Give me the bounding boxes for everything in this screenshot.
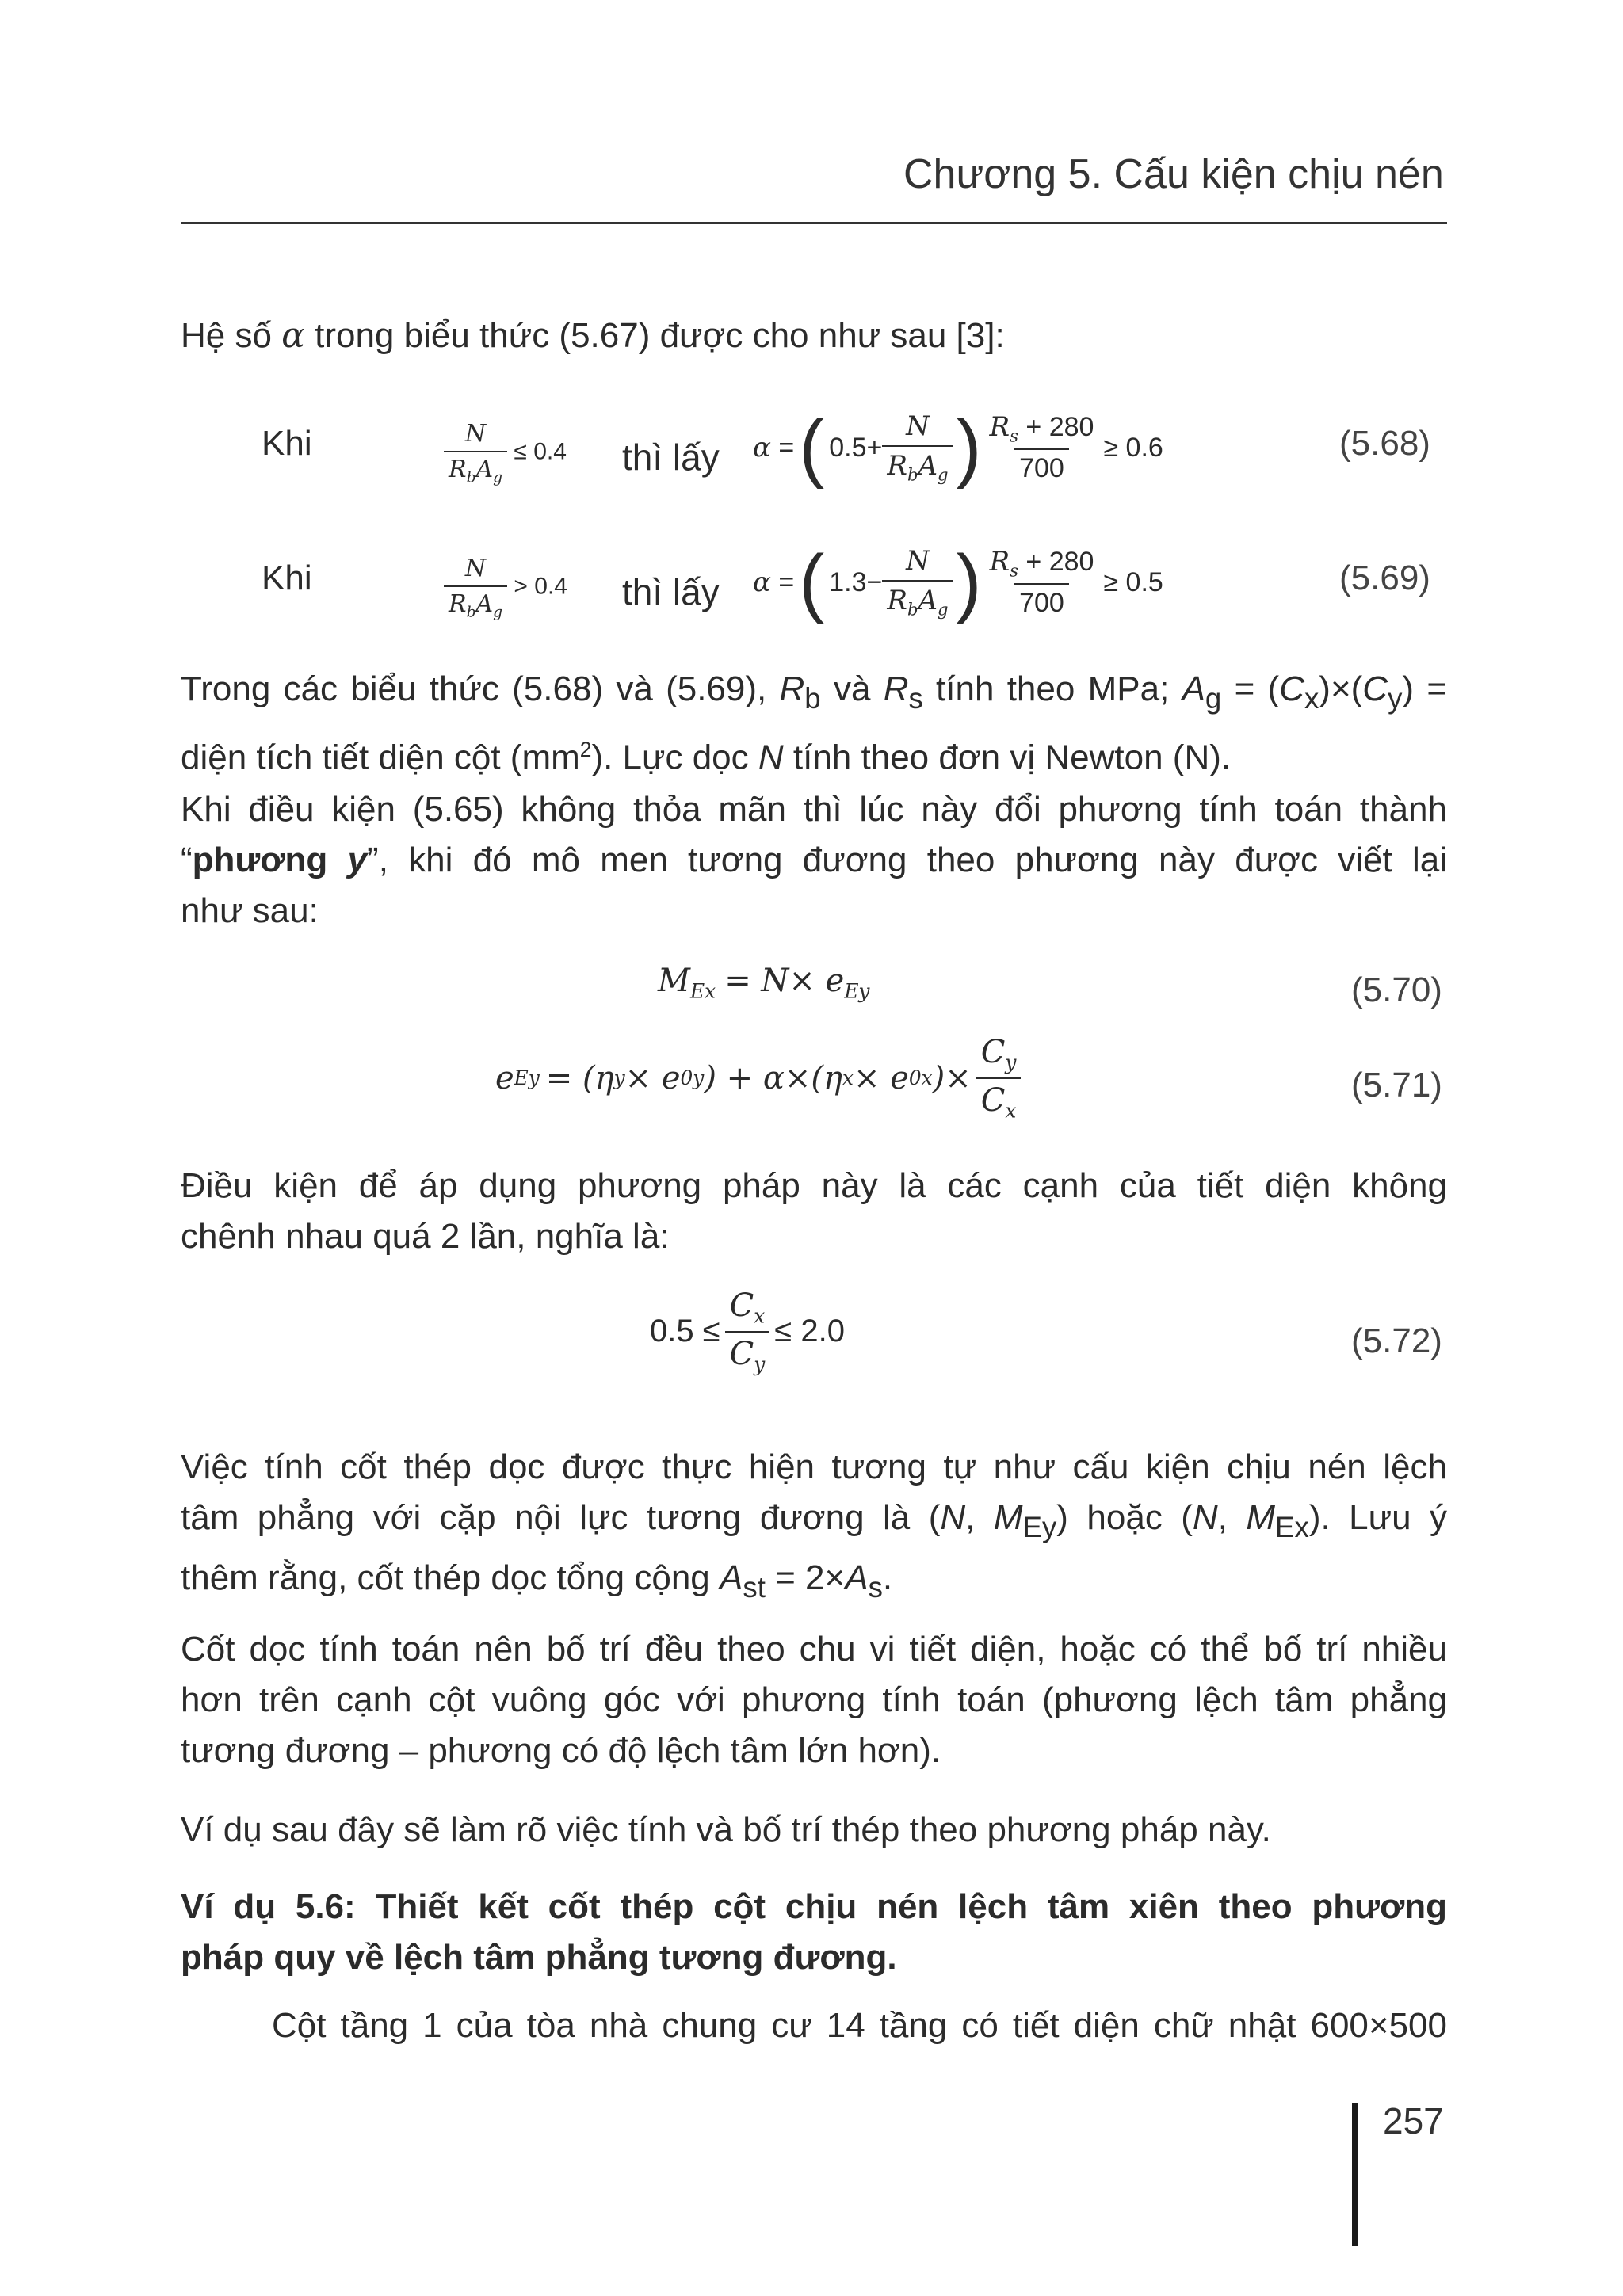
- header-divider: [181, 222, 1447, 224]
- eq-5-71-number: (5.71): [1351, 1066, 1442, 1104]
- eq-5-69-formula: α = ( 1.3− $\frac{N}{R_bA_g}$ ) $\frac{R_s + 280}{700}$ ≥ 0.5: [753, 540, 1163, 624]
- eq-5-71-formula: e Ey = (η y × e 0y ) + α×(η x × e 0x )× $\frac{C_y}{C_x}$: [495, 1034, 1021, 1122]
- eq-5-68-thi-lay: thì lấy: [622, 437, 720, 478]
- eq-5-69-thi-lay: thì lấy: [622, 571, 720, 612]
- paragraph-longitudinal-steel: Việc tính cốt thép dọc được thực hiện tương tự như cấu kiện chịu nén lệch tâm phẳng với cặp nội lực tương đương là (N, $M_{Ey}$) hoặc (N, $M_{Ex}$). Lưu ý thêm rằng, cốt thép dọc tổng cộng $A_{st} = 2\times A_s$.: [181, 1447, 1448, 1604]
- eq-5-68-khi: Khi: [262, 424, 312, 463]
- eq-5-70-number: (5.70): [1351, 971, 1442, 1009]
- eq-5-69-khi: Khi: [262, 559, 312, 597]
- page-number: 257: [1383, 2100, 1444, 2142]
- paragraph-example-intro: Ví dụ sau đây sẽ làm rõ việc tính và bố trí thép theo phương pháp này.: [181, 1810, 1271, 1849]
- eq-5-72-formula: 0.5 ≤ $\frac{C_x}{C_y}$ ≤ 2.0: [650, 1287, 845, 1376]
- eq-5-68-number: (5.68): [1339, 424, 1430, 463]
- example-first-line: Cột tầng 1 của tòa nhà chung cư 14 tầng có tiết diện chữ nhật 600×500: [272, 2006, 1447, 2045]
- eq-5-68-formula: α = ( 0.5+ $\frac{N}{R_bA_g}$ ) $\frac{R_s + 280}{700}$ ≥ 0.6: [753, 405, 1163, 490]
- chapter-title: Chương 5. Cấu kiện chịu nén: [903, 151, 1444, 197]
- paragraph-direction-y: Khi điều kiện (5.65) không thỏa mãn thì lúc này đổi phương tính toán thành “phương y”, khi đó mô men tương đương theo phương này được viết lại như sau:: [181, 790, 1448, 930]
- intro-text: Hệ số α trong biểu thức (5.67) được cho như sau [3]:: [181, 315, 1005, 356]
- example-heading: Ví dụ 5.6: Thiết kết cốt thép cột chịu nén lệch tâm xiên theo phương pháp quy về lệch tâm phẳng tương đương.: [181, 1887, 1447, 1977]
- eq-5-72-number: (5.72): [1351, 1322, 1442, 1360]
- paragraph-units: Trong các biểu thức (5.68) và (5.69), $R_b$ và $R_s$ tính theo MPa; $A_g = (C_x)\times(C_y)$ = diện tích tiết diện cột $(mm^2)$. Lực dọc N tính theo đơn vị Newton (N).: [181, 669, 1448, 777]
- paragraph-condition: Điều kiện để áp dụng phương pháp này là các cạnh của tiết diện không chênh nhau quá 2 lần, nghĩa là:: [181, 1166, 1447, 1256]
- eq-5-68-condition: $\frac{N}{R_bA_g}$ ≤ 0.4: [444, 420, 567, 486]
- paragraph-arrangement: Cốt dọc tính toán nên bố trí đều theo chu vi tiết diện, hoặc có thể bố trí nhiều hơn trên cạnh cột vuông góc với phương tính toán (phương lệch tâm phẳng tương đương – phương có độ lệch tâm lớn hơn).: [181, 1630, 1447, 1770]
- eq-5-69-condition: $\frac{N}{R_bA_g}$ > 0.4: [444, 555, 567, 621]
- eq-5-70-formula: $M_{Ex} = N\times e_{Ey}$: [658, 963, 870, 1003]
- page-number-bar: [1352, 2103, 1358, 2246]
- eq-5-69-number: (5.69): [1339, 559, 1430, 597]
